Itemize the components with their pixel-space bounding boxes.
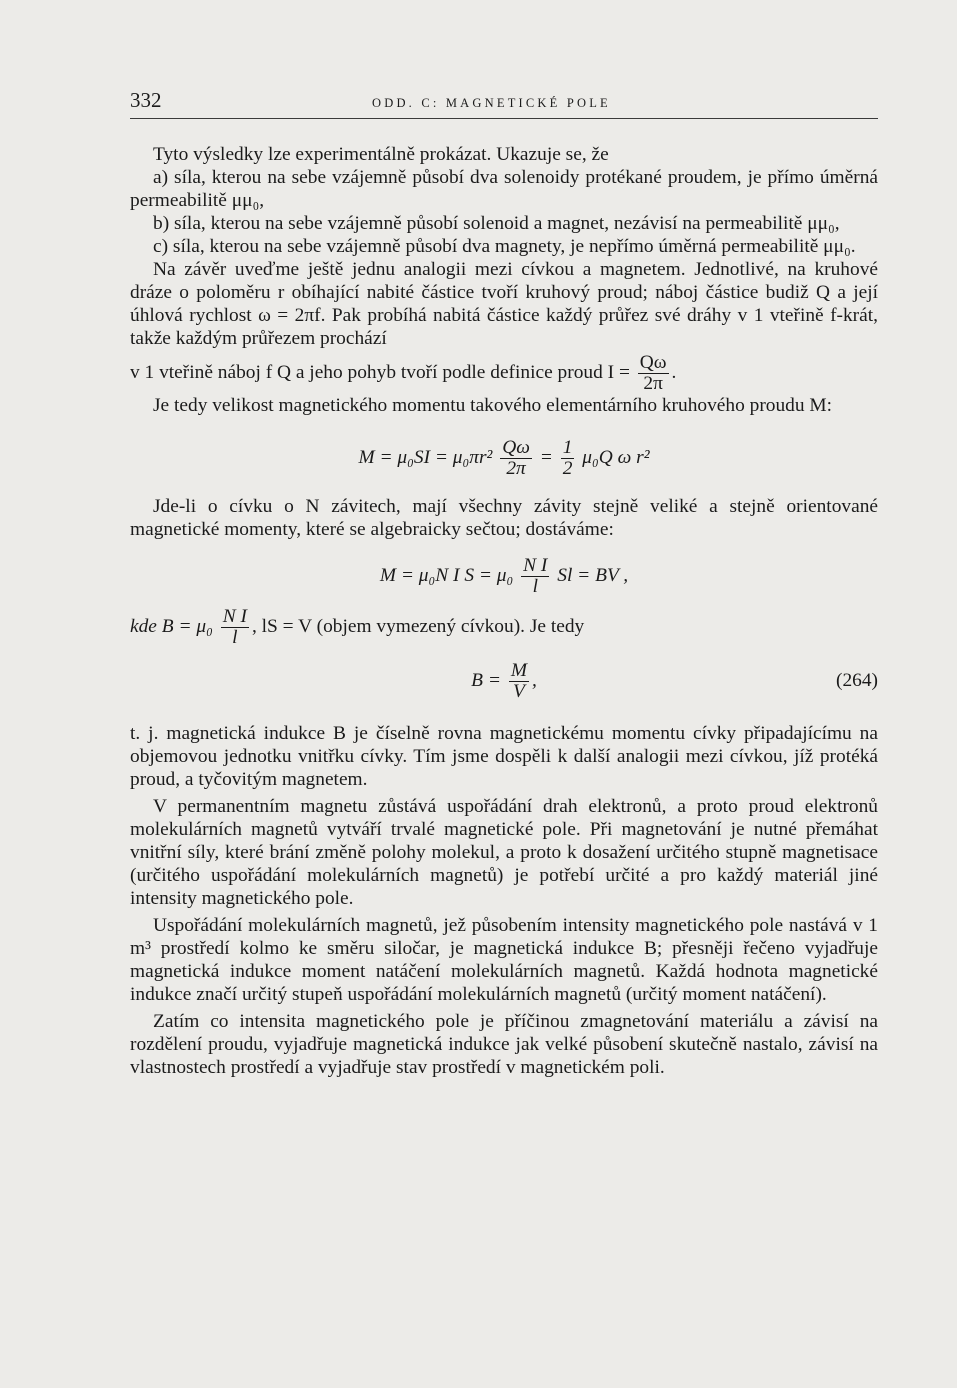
list-item-b: b) síla, kterou na sebe vzájemně působí solenoid a magnet, nezávisí na permeabilitě μμ₀, xyxy=(153,213,840,234)
analogy-paragraph: Na závěr uveďme ještě jednu analogii mezi cívkou a magnetem. Jednotlivé, na kruhové dráze o poloměru r obíhající nabité částice tvoří kruhový proud; náboj částice budiž Q a její úhlová rychlost ω = 2πf. Pak probíhá nabitá částice každý průřez své dráhy v 1 vteřině f-krát, takže každým průřezem prochází xyxy=(130,259,878,349)
induction-equation-den: V xyxy=(512,681,525,703)
induction-equation-fraction xyxy=(509,661,529,702)
kde-line-start: kde B = μ₀ xyxy=(130,615,213,637)
current-fraction-numerator: Qω xyxy=(639,352,667,373)
intro-paragraph: Tyto výsledky lze experimentálně prokázat. Ukazuje se, že xyxy=(153,144,609,165)
moment-equation-den-1: 2π xyxy=(506,458,526,480)
coil-equation-left: M = μ₀N I S = μ₀ xyxy=(379,565,514,586)
page-header xyxy=(130,84,878,119)
equation-number: (264) xyxy=(835,670,878,691)
analogy-paragraph-end-text: v 1 vteřině náboj f Q a jeho pohyb tvoří podle definice proud I = xyxy=(130,361,630,383)
analogy-paragraph-period: . xyxy=(671,361,677,383)
body-text xyxy=(130,143,878,1079)
moment-equation-fraction-2 xyxy=(561,438,575,479)
coil-equation-den: l xyxy=(532,576,538,598)
moment-equation-num-1: Qω xyxy=(502,437,530,459)
moment-equation-num-2: 1 xyxy=(562,437,573,459)
induction-paragraph: t. j. magnetická indukce B je číselně rovna magnetickému momentu cívky připadajícímu na objemovou jednotku vnitřku cívky. Tím jsme dospěli k další analogii mezi cívkou, jíž protéká proud, a tyčovitým magnetem. xyxy=(130,723,878,790)
kde-fraction-den: l xyxy=(232,627,238,648)
permanent-magnet-paragraph: V permanentním magnetu zůstává uspořádání drah elektronů, a proto proud elektronů molekulárních magnetů vytváří trvalé magnetické pole. Při magnetování je nutné přemáhat vnitřní síly, které brání změně polohy molekul, a proto k dosažení určitého stupně magnetisace (určitého uspořádání molekulárních magnetů) je potřebí určité a pro každý materiál jiné intensity magnetického pole. xyxy=(130,796,878,909)
analogy-paragraph-end xyxy=(130,353,878,394)
current-fraction-denominator: 2π xyxy=(643,373,663,394)
coil-equation-fraction xyxy=(521,556,549,597)
moment-equation-left: M = μ₀SI = μ₀πr² xyxy=(358,447,493,468)
page-number: 332 xyxy=(130,88,162,112)
moment-equation-right: μ₀Q ω r² xyxy=(582,447,650,468)
moment-equation-equals: = xyxy=(539,447,553,468)
induction-equation-left: B = xyxy=(471,670,501,691)
kde-fraction-num: N I xyxy=(222,606,247,627)
coil-paragraph: Jde-li o cívku o N závitech, mají všechny závity stejně veliké a stejně orientované magnetické momenty, které se algebraicky sečtou; dostáváme: xyxy=(130,496,878,540)
list-item-c: c) síla, kterou na sebe vzájemně působí dva magnety, je nepřímo úměrná permeabilitě μμ₀. xyxy=(153,236,856,257)
kde-line-end: , lS = V (objem vymezený cívkou). Je tedy xyxy=(251,615,585,637)
induction-equation-num: M xyxy=(510,660,527,682)
molecular-magnets-paragraph: Uspořádání molekulárních magnetů, jež působením intensity magnetického pole nastává v 1 m³ prostředí kolmo ke směru siločar, je magnetická indukce B; přesněji řečeno vyjadřuje magnetická indukce moment natáčení molekulárních magnetů. Každá hodnota magnetické indukce značí určitý stupeň uspořádání molekulárních magnetů (určitý moment natáčení). xyxy=(130,915,878,1005)
running-head: ODD. C: MAGNETICKÉ POLE xyxy=(372,96,611,110)
moment-equation xyxy=(130,431,878,485)
coil-equation-num: N I xyxy=(523,555,548,577)
moment-equation-den-2: 2 xyxy=(562,458,573,480)
induction-equation xyxy=(130,654,878,708)
moment-equation-fraction-1 xyxy=(500,438,532,479)
list-item-a: a) síla, kterou na sebe vzájemně působí dva solenoidy protékané proudem, je přímo úměrná permeabilitě μμ₀, xyxy=(130,167,878,211)
coil-equation-right: Sl = BV , xyxy=(557,565,629,586)
intensity-paragraph: Zatím co intensita magnetického pole je příčinou zmagnetování materiálu a závisí na rozdělení proudu, vyjadřuje magnetická indukce jak velké působení skutečně nastalo, závisí na vlastnostech prostředí a vyjadřuje stav prostředí v magnetickém poli. xyxy=(130,1011,878,1078)
induction-equation-comma: , xyxy=(531,670,537,691)
current-fraction xyxy=(638,353,669,394)
coil-equation xyxy=(130,549,878,603)
moment-paragraph: Je tedy velikost magnetického momentu takového elementárního kruhového proudu M: xyxy=(153,395,833,416)
kde-line xyxy=(130,607,878,648)
kde-fraction xyxy=(221,607,249,648)
